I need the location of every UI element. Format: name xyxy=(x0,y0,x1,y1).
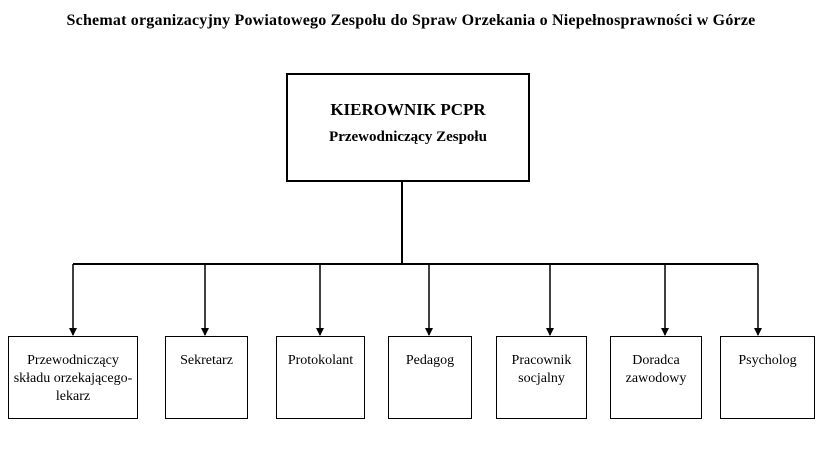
member-node-pedagog xyxy=(388,336,472,419)
member-node-lekarz xyxy=(8,336,138,419)
member-label: Pedagog xyxy=(405,353,455,368)
head-title: KIEROWNIK PCPR xyxy=(330,100,486,119)
member-label: Psycholog xyxy=(738,353,797,368)
member-node-psycholog xyxy=(720,336,815,419)
member-label: Doradca zawodowy xyxy=(625,353,687,386)
member-label: Protokolant xyxy=(287,353,354,368)
diagram-title: Schemat organizacyjny Powiatowego Zespołu do Spraw Orzekania o Niepełnosprawności w Górze xyxy=(66,12,756,29)
member-node-pracownik-socjalny xyxy=(496,336,587,419)
member-node-sekretarz xyxy=(165,336,248,419)
head-node xyxy=(286,73,530,182)
head-subtitle: Przewodniczący Zespołu xyxy=(329,129,487,145)
member-node-protokolant xyxy=(276,336,365,419)
member-label: Pracownik socjalny xyxy=(511,353,572,386)
member-label: Przewodniczący składu orzekającego-lekarz xyxy=(13,353,133,404)
member-node-doradca-zawodowy xyxy=(610,336,702,419)
member-label: Sekretarz xyxy=(180,353,233,368)
